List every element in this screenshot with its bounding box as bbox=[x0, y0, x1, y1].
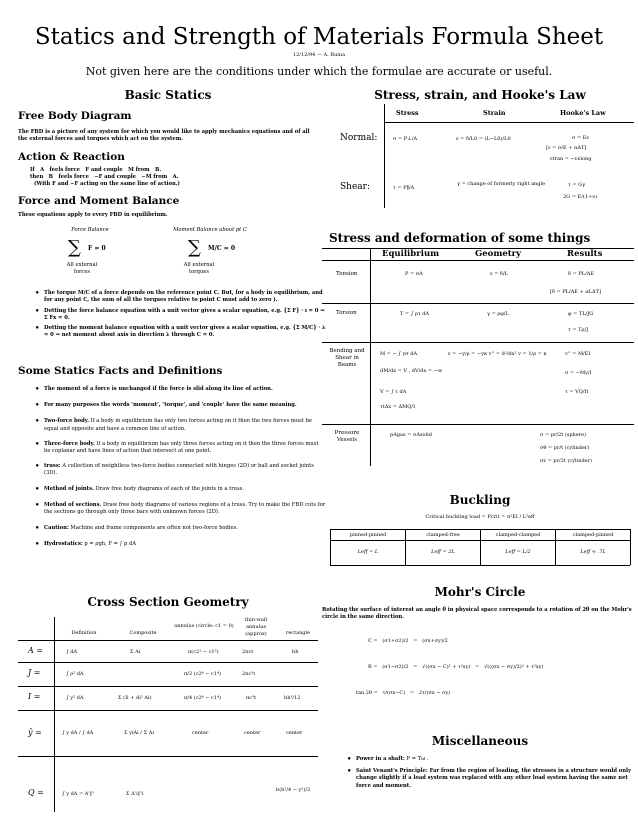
cross-cell: center bbox=[192, 730, 209, 736]
shear-modulus-relation: 2G = E/(1+ν) bbox=[563, 194, 598, 200]
bending-equilibrium-flow: τtΔx = ΔMQ/I bbox=[380, 404, 416, 410]
mohr-heading: Mohr's Circle bbox=[434, 585, 526, 599]
cross-col-thin-wall: thin-wall annulus (approx) bbox=[244, 617, 268, 637]
normal-hooke-poisson: εtran = −νεlong bbox=[550, 156, 592, 162]
force-moment-text: These equations apply to every FBD in equilibrium. bbox=[18, 212, 168, 218]
cross-row-label-polar: J = bbox=[28, 668, 41, 677]
moment-sum-symbol: ∑ bbox=[188, 237, 201, 258]
pressure-result-axial: σz = pr/2t (cylinder) bbox=[540, 458, 592, 464]
tension-equilibrium: P = σA bbox=[405, 271, 423, 277]
row-label-torsion: Torsion bbox=[336, 310, 357, 316]
cross-cell: ∫ y dA = A'ȳ' bbox=[62, 791, 94, 797]
force-sum-symbol: ∑ bbox=[68, 237, 81, 258]
normal-hooke-thermal: [ε = σ/E + αΔT] bbox=[546, 145, 587, 151]
force-moment-heading: Force and Moment Balance bbox=[18, 195, 180, 207]
cross-col-composite: Composite bbox=[129, 630, 157, 636]
dateline: 12/12/94 — A. Ruina bbox=[292, 52, 346, 58]
shear-strain: γ = change of formerly right angle bbox=[456, 181, 546, 187]
cross-cell: 2πct bbox=[242, 649, 254, 655]
fbd-text: The FBD is a picture of any system for which you would like to apply mechanics equations and of all the external forces and torques which act on the system. bbox=[18, 129, 310, 143]
tension-result-thermal: [δ = PL/AE + αLΔT] bbox=[550, 289, 601, 295]
force-balance-sub: All external forces bbox=[66, 262, 98, 276]
bending-geometry: ε = −y/ρ = −yκ v'' = d²/dx² v = 1/ρ = κ bbox=[448, 351, 547, 357]
cross-cell: center bbox=[286, 730, 303, 736]
cross-cell: ∫ ρ² dA bbox=[66, 671, 84, 677]
cross-cell: ∫ y² dA bbox=[66, 695, 84, 701]
buckling-col-clamped-pinned: clamped-pinned bbox=[572, 532, 614, 538]
cross-cell: Σ A'iȳ'i bbox=[126, 791, 144, 797]
shear-stress: τ = P∥/A bbox=[393, 185, 415, 191]
shear-label: Shear: bbox=[340, 182, 370, 192]
moment-balance-label: Moment Balance about pt C bbox=[173, 227, 247, 233]
misc-item: • Saint Venant's Principle: Far from the region of loading, the stresses in a structure would only change slightly if a load system was replaced with any other load system having the same net force and moment. bbox=[356, 768, 638, 790]
cross-cell: bh bbox=[292, 649, 299, 655]
row-label-pressure: Pressure Vessels bbox=[334, 430, 360, 443]
misc-heading: Miscellaneous bbox=[431, 734, 529, 748]
cross-row-label-first-moment: Q = bbox=[28, 788, 44, 797]
fact-item: • Caution: Machine and frame components are often not two-force bodies. bbox=[44, 525, 326, 532]
buckling-col-pinned-pinned: pinned-pinned bbox=[349, 532, 387, 538]
fact-item: • For many purposes the words ‘moment’, ‘torque’, and ‘couple’ have the same meaning. bbox=[44, 402, 326, 409]
cross-cell: π/2 (c2⁴ − c1⁴) bbox=[184, 671, 221, 677]
statics-bullet: • Dotting the force balance equation with a unit vector gives a scalar equation, e.g. {Σ F} · ı = 0 ⇒ Σ Fx = 0. bbox=[44, 308, 326, 322]
action-reaction-line-2: then B feels force −F and couple −M from A. bbox=[30, 174, 179, 180]
pressure-result-hoop: σθ = pr/t (cylinder) bbox=[540, 445, 590, 451]
hooke-heading: Stress, strain, and Hooke's Law bbox=[374, 88, 586, 102]
cross-cell: Σ yiAi / Σ Ai bbox=[124, 730, 154, 736]
mohr-angle-eq: tan 2θ = τ/(σx−C) = 2τ/(σx − σy) bbox=[356, 690, 451, 696]
torsion-equilibrium: T = ∫ ρτ dA bbox=[400, 311, 430, 317]
hooke-col-stress: Stress bbox=[396, 109, 419, 117]
cross-cell: center bbox=[244, 730, 261, 736]
torsion-result-shear: τ = Tρ/J bbox=[568, 327, 589, 333]
cross-cell: b(h²/4 − y²)/2 bbox=[276, 787, 311, 793]
tension-result: δ = PL/AE bbox=[568, 271, 595, 277]
row-label-tension: Tension bbox=[336, 271, 358, 277]
cross-cell: πc³t bbox=[246, 695, 257, 701]
deformation-heading: Stress and deformation of some things bbox=[329, 231, 591, 245]
mohr-text: Rotating the surface of interest an angle θ in physical space corresponds to a rotation of 2θ on the Mohr's circle in the same direction. bbox=[322, 607, 632, 621]
bending-equilibrium-moment: M = − ∫ yσ dA bbox=[380, 351, 418, 357]
page-subtitle: Not given here are the conditions under which the formulae are accurate or useful. bbox=[85, 65, 553, 78]
row-label-bending: Bending and Shear in Beams bbox=[329, 348, 365, 368]
cross-cell: bh³/12 bbox=[284, 695, 301, 701]
misc-list bbox=[344, 756, 638, 793]
buckling-val-pinned-pinned: Leff = L bbox=[357, 549, 379, 555]
force-balance-label: Force Balance bbox=[71, 227, 109, 233]
facts-heading: Some Statics Facts and Definitions bbox=[18, 365, 223, 377]
bending-result-shear: τ = VQ/It bbox=[565, 389, 589, 395]
bending-equilibrium-diff: dM/dx = V , dV/dx = −w bbox=[380, 368, 443, 374]
cross-row-label-area: A = bbox=[28, 646, 44, 655]
statics-bullets bbox=[32, 290, 326, 343]
cross-row-label-inertia: I = bbox=[28, 692, 41, 701]
action-reaction-heading: Action & Reaction bbox=[18, 151, 125, 163]
deformation-col-geometry: Geometry bbox=[475, 249, 522, 259]
buckling-val-clamped-clamped: Leff = L/2 bbox=[505, 549, 531, 555]
buckling-col-clamped-free: clamped-free bbox=[426, 532, 460, 538]
deformation-col-equilibrium: Equilibrium bbox=[382, 249, 440, 259]
fact-item: • Method of joints. Draw free body diagrams of each of the joints in a truss. bbox=[44, 486, 326, 493]
fact-item: • truss: A collection of weightless two-force bodies connected with hinges (2D) or ball and socket joints (3D). bbox=[44, 463, 326, 477]
cross-col-definition: Definition bbox=[71, 630, 97, 636]
buckling-heading: Buckling bbox=[449, 493, 511, 507]
cross-cell: Σ (Ii + di² Ai) bbox=[118, 695, 152, 701]
action-reaction-line-1: If A feels force F and couple M from B. bbox=[30, 167, 162, 173]
deformation-col-results: Results bbox=[567, 249, 603, 259]
buckling-val-clamped-pinned: Leff ≈ .7L bbox=[580, 549, 606, 555]
facts-list bbox=[32, 386, 326, 552]
normal-stress: σ = P⊥/A bbox=[393, 136, 418, 142]
cross-cell: π/4 (c2⁴ − c1⁴) bbox=[184, 695, 221, 701]
normal-strain: ε = δ/L0 = (L−L0)/L0 bbox=[456, 136, 511, 142]
action-reaction-line-3: (With F and −F acting on the same line of action.) bbox=[34, 181, 180, 187]
buckling-equation: Critical buckling load = Pcrit = π²EI / L²eff bbox=[425, 514, 535, 520]
force-balance-eq: F = 0 bbox=[88, 245, 106, 252]
cross-cell: Σ Ai bbox=[130, 649, 141, 655]
hooke-col-strain: Strain bbox=[483, 109, 506, 117]
fact-item: • Two-force body. If a body in equilibrium has only two forces acting on it then the two forces must be equal and opposite and have a common line of action. bbox=[44, 418, 326, 432]
pressure-result-sphere: σ = pr/2t (sphere) bbox=[540, 432, 587, 438]
buckling-val-clamped-free: Leff = 2L bbox=[431, 549, 455, 555]
normal-hooke: σ = Eε bbox=[572, 135, 590, 141]
misc-item: • Power in a shaft: P = Tω . bbox=[356, 756, 638, 763]
moment-balance-eq: M/C = 0 bbox=[208, 245, 235, 252]
fact-item: • The moment of a force is unchanged if the force is slid along its line of action. bbox=[44, 386, 326, 393]
fact-item: • Three-force body. If a body in equilibrium has only three forces acting on it then the three forces must be coplanar and have lines of action that intersect at one point. bbox=[44, 441, 326, 455]
cross-cell: π(c2² − c1²) bbox=[188, 649, 219, 655]
fbd-heading: Free Body Diagram bbox=[18, 110, 132, 122]
fact-item: • Hydrostatics: p = ρgh, F = ∫ p dA bbox=[44, 541, 326, 548]
bending-result-stress: σ = −My/I bbox=[565, 370, 592, 376]
mohr-radius-eq: R = (σ1−σ2)/2 = √((σx − C)² + τ²xy) = √(((σx − σy)/2)² + τ²xy) bbox=[368, 664, 544, 670]
torsion-geometry: γ = ρφ/L bbox=[487, 311, 509, 317]
page-title: Statics and Strength of Materials Formula Sheet bbox=[34, 24, 604, 50]
torsion-result: φ = TL/JG bbox=[568, 311, 594, 317]
cross-col-rectangle: rectangle bbox=[285, 630, 311, 636]
normal-label: Normal: bbox=[340, 133, 378, 143]
hooke-col-law: Hooke's Law bbox=[560, 109, 606, 117]
fact-item: • Method of sections. Draw free body diagrams of various regions of a truss. Try to make the FBD cuts for the sections go through only three bars with unknown forces (2D). bbox=[44, 502, 326, 516]
cross-section-heading: Cross Section Geometry bbox=[87, 595, 249, 609]
statics-bullet: • Dotting the moment balance equation with a unit vector gives a scalar equation, e.g. {Σ M/C} · λ = 0 ⇒ net moment about axis in direction λ through C = 0. bbox=[44, 325, 326, 339]
buckling-col-clamped-clamped: clamped-clamped bbox=[495, 532, 541, 538]
cross-row-label-centroid: ȳ = bbox=[28, 728, 42, 737]
bending-result: v'' = M/EI bbox=[565, 351, 591, 357]
pressure-equilibrium: pAgas = σAsolid bbox=[390, 432, 432, 438]
moment-balance-sub: All external torques bbox=[183, 262, 215, 276]
tension-geometry: ε = δ/L bbox=[490, 271, 508, 277]
cross-cell: 2πc³t bbox=[242, 671, 256, 677]
cross-cell: ∫ y dA / ∫ dA bbox=[62, 730, 94, 736]
bending-equilibrium-shear: V = ∫ τ dA bbox=[380, 389, 407, 395]
mohr-center-eq: C = (σ1+σ2)/2 = (σx+σy)/2 bbox=[368, 638, 448, 644]
cross-col-annulus: annulus (circle: c1 = 0) bbox=[174, 623, 234, 629]
shear-hooke: τ = Gγ bbox=[568, 182, 586, 188]
statics-bullet: • The torque M/C of a force depends on the reference point C. But, for a body in equilibrium, and for any point C, the sum of all the torques relative to point C must add to zero ). bbox=[44, 290, 326, 304]
basic-statics-heading: Basic Statics bbox=[124, 88, 212, 102]
cross-cell: ∫ dA bbox=[66, 649, 78, 655]
